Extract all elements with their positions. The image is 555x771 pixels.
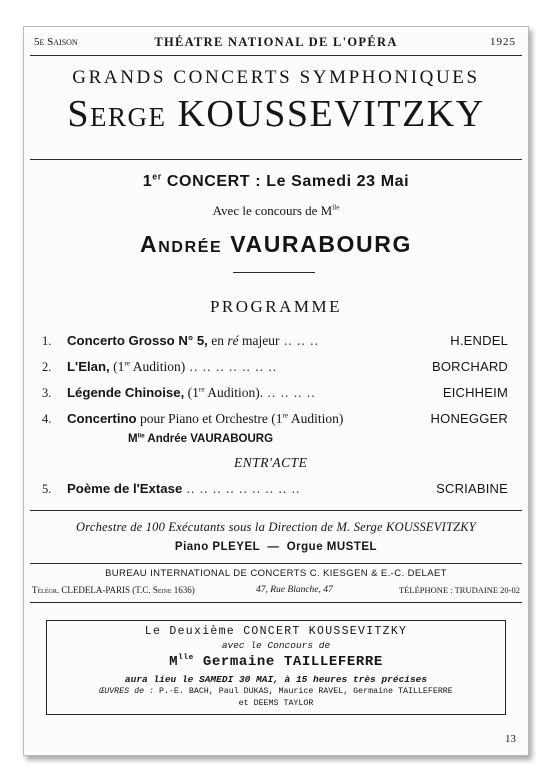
concert-date: CONCERT : Le Samedi 23 Mai (166, 173, 410, 190)
item-number: 2. (42, 360, 52, 374)
item-detail-sup: re (124, 358, 131, 368)
next-concert-box (46, 620, 506, 715)
item-detail: (1 (184, 385, 199, 400)
next-soloist-name: Germaine TAILLEFERRE (193, 654, 383, 670)
soloist-first-name: Andrée (140, 231, 223, 257)
soloist-rule (233, 272, 315, 273)
bureau-address: 47, Rue Blanche, 47 (256, 585, 333, 595)
item-detail-end: Audition) (130, 359, 186, 374)
programme-item (42, 333, 508, 351)
dot-leader: .. .. .. (279, 333, 319, 348)
next-concert-title: Le Deuxième CONCERT KOUSSEVITZKY (144, 625, 408, 638)
concertino-soloist-suffix: lle (137, 432, 145, 440)
programme-item (42, 411, 508, 429)
next-soloist-suffix: lle (178, 654, 194, 663)
item-detail-sup: re (198, 384, 205, 394)
item-title: Poème de l'Extase (67, 481, 183, 496)
dot-leader: .. .. .. .. .. .. .. (185, 359, 278, 374)
item-number: 3. (42, 386, 52, 400)
conductor-last-name: KOUSSEVITZKY (177, 93, 485, 135)
programme-rule (30, 510, 522, 511)
organ-maker: Orgue MUSTEL (286, 541, 378, 553)
item-detail-sup: re (282, 410, 289, 420)
concertino-soloist-title: M (128, 433, 138, 445)
works-composers: P.-E. BACH, Paul DUKAS, Maurice RAVEL, Germaine TAILLEFERRE (154, 687, 453, 696)
theatre-name: THÉATRE NATIONAL DE L'OPÉRA (154, 35, 398, 49)
item-number: 1. (42, 334, 52, 348)
programme-item (42, 481, 508, 499)
concertino-soloist (128, 433, 273, 445)
season-label: 5e Saison (34, 36, 78, 48)
program-page (23, 26, 529, 756)
intermission-label: ENTR'ACTE (234, 455, 308, 470)
next-concert-works (47, 687, 505, 696)
concertino-soloist-name: Andrée VAURABOURG (144, 433, 274, 445)
item-composer: HONEGGER (430, 411, 508, 426)
next-concert-soloist (47, 654, 505, 670)
instruments-line (24, 541, 528, 553)
conductor-first-name: Serge (67, 93, 167, 135)
item-text (67, 359, 277, 375)
assist-text: Avec le concours de M (212, 203, 333, 218)
item-detail-italic: ré (227, 333, 239, 348)
next-concert-date: aura lieu le SAMEDI 30 MAI, à 15 heures très précises (124, 674, 428, 685)
bureau-phone: TÉLÉPHONE : TRUDAINE 20-02 (399, 585, 520, 595)
item-detail: (1 (109, 359, 125, 374)
item-text (67, 333, 319, 349)
item-composer: SCRIABINE (436, 481, 508, 496)
next-soloist-title: M (169, 654, 179, 670)
item-number: 4. (42, 412, 52, 426)
programme-item (42, 385, 508, 403)
orchestra-line: Orchestre de 100 Exécutants sous la Direction de M. Serge KOUSSEVITZKY (76, 520, 476, 534)
item-detail-end: Audition) (288, 411, 344, 426)
instruments-dash: — (267, 541, 280, 553)
series-title: GRANDS CONCERTS SYMPHONIQUES (72, 67, 480, 88)
works-label: ŒUVRES de : (99, 687, 155, 696)
soloist-last-name: VAURABOURG (230, 231, 412, 257)
dot-leader: .. .. .. .. .. .. .. .. .. (182, 481, 301, 496)
programme-item (42, 359, 508, 377)
bureau-rule-top (30, 563, 522, 564)
concert-heading (24, 173, 528, 191)
item-text (67, 411, 343, 427)
piano-maker: Piano PLEYEL (174, 541, 260, 553)
bureau-rule-bottom (30, 602, 522, 603)
item-number: 5. (42, 482, 52, 496)
item-title: Légende Chinoise, (67, 385, 185, 400)
item-detail-end: majeur (238, 333, 280, 348)
item-title: L'Elan, (67, 359, 110, 374)
assist-line (24, 203, 528, 219)
soloist-name (24, 231, 528, 258)
year-label: 1925 (490, 36, 516, 48)
assist-suffix: lle (332, 203, 340, 212)
bureau-telegram: Télégr. CLEDELA-PARIS (T.C. Seine 1636) (32, 585, 195, 595)
item-detail-end: Audition). (204, 385, 264, 400)
item-text (67, 385, 316, 401)
item-title: Concerto Grosso N° 5, (67, 333, 208, 348)
item-title: Concertino (67, 411, 137, 426)
next-concert-with: avec le Concours de (221, 640, 331, 651)
concert-ordinal: 1 (142, 173, 153, 190)
item-text (67, 481, 300, 497)
title-rule (30, 159, 522, 160)
conductor-name (24, 92, 528, 136)
item-detail: pour Piano et Orchestre (1 (136, 411, 283, 426)
next-concert-works-end: et DEEMS TAYLOR (238, 699, 314, 708)
dot-leader: .. .. .. .. (263, 385, 316, 400)
item-composer: BORCHARD (432, 359, 508, 374)
programme-heading: PROGRAMME (209, 297, 343, 316)
bureau-name: BUREAU INTERNATIONAL DE CONCERTS C. KIESGEN & E.-C. DELAET (105, 568, 447, 579)
item-detail: en (207, 333, 228, 348)
page-number: 13 (505, 733, 516, 745)
concert-ordinal-suffix: er (152, 171, 162, 182)
item-composer: EICHHEIM (442, 385, 508, 400)
header-rule (30, 55, 522, 56)
item-composer: H.ENDEL (450, 333, 508, 348)
